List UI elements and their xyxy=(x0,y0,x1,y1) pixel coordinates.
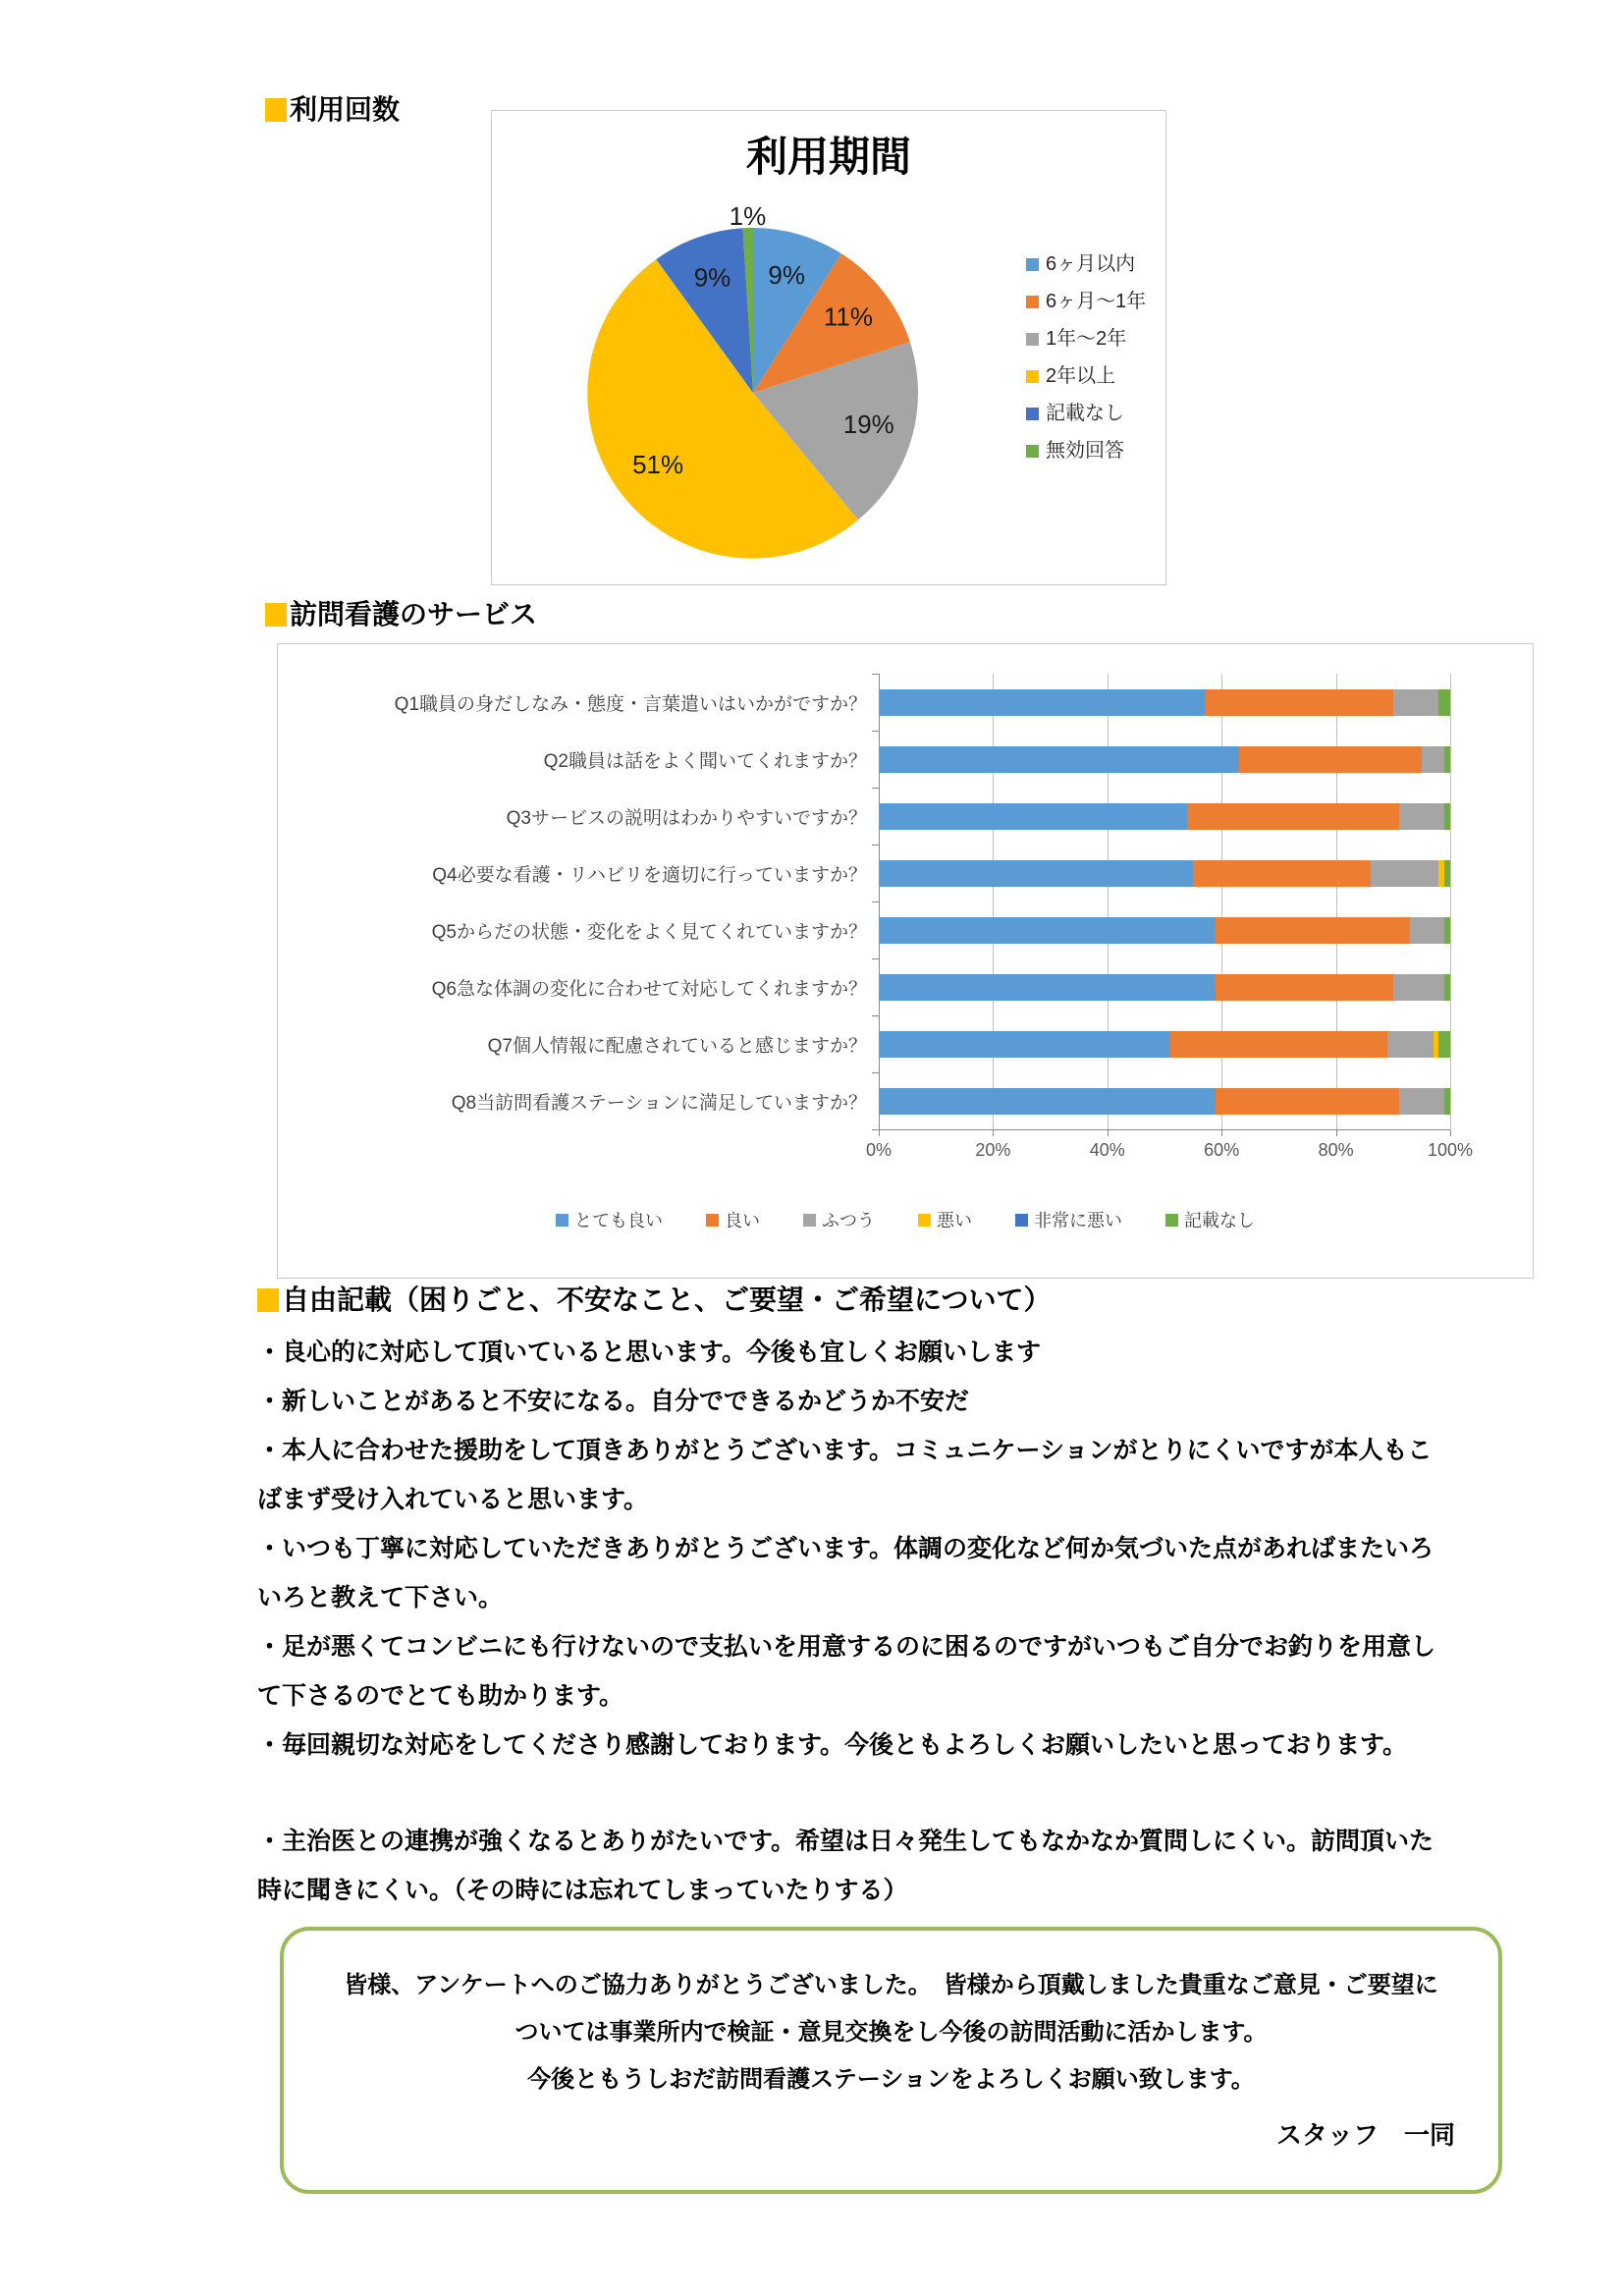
bar-row xyxy=(879,958,1450,1015)
stacked-bar xyxy=(879,746,1450,773)
closing-message-line: 皆様、アンケートへのご協力ありがとうございました。 皆様から頂戴しました貴重なご意見・ご要望に xyxy=(344,1972,1438,1998)
free-text-bullet: ・本人に合わせた援助をして頂きありがとうございます。コミュニケーションがとりにくいですが本人もこばまず受け入れていると思います。 xyxy=(257,1437,1433,1513)
pie-legend xyxy=(1026,254,1146,584)
axis-tick xyxy=(1450,1130,1451,1136)
stacked-bar xyxy=(879,974,1450,1001)
bar-segment-記載なし xyxy=(1444,860,1450,887)
axis-tick xyxy=(1221,1130,1222,1136)
bar-row xyxy=(879,1072,1450,1129)
bar-category-label: Q5からだの状態・変化をよく見てくれていますか？ xyxy=(431,921,867,943)
yellow-square-bullet-icon xyxy=(265,603,287,627)
yellow-square-bullet-icon xyxy=(265,98,287,122)
legend-swatch-icon xyxy=(1026,370,1039,383)
bar-segment-記載なし xyxy=(1444,1088,1450,1115)
axis-tick xyxy=(1108,1130,1109,1136)
pie-svg xyxy=(508,191,1018,584)
axis-tick xyxy=(1336,1130,1337,1136)
bar-segment-記載なし xyxy=(1444,746,1450,773)
bar-segment-良い xyxy=(1170,1031,1387,1058)
legend-swatch-icon xyxy=(706,1214,719,1227)
legend-swatch-icon xyxy=(556,1214,568,1227)
bar-category-label: Q8当訪問看護ステーションに満足していますか？ xyxy=(451,1092,867,1114)
pie-chart xyxy=(508,191,1018,584)
axis-tick xyxy=(879,1130,880,1136)
pie-data-label: 9% xyxy=(768,260,805,291)
pie-data-label: 51% xyxy=(632,450,684,480)
closing-message-line: ついては事業所内で検証・意見交換をし今後の訪問活動に活かします。 xyxy=(514,2019,1268,2046)
pie-legend-item xyxy=(1026,254,1146,274)
stacked-bar xyxy=(879,689,1450,716)
bar-legend-item xyxy=(706,1207,760,1232)
bar-row xyxy=(879,788,1450,845)
axis-tick-label: 20% xyxy=(975,1140,1011,1160)
bar-segment-記載なし xyxy=(1444,803,1450,830)
bar-segment-とても良い xyxy=(879,803,1187,830)
category-tick xyxy=(872,958,879,959)
bar-category-labels xyxy=(278,674,879,1130)
pie-legend-label: 6ヶ月以内 xyxy=(1046,253,1136,275)
legend-swatch-icon xyxy=(1165,1214,1178,1227)
pie-legend-item xyxy=(1026,441,1146,461)
axis-tick-label: 60% xyxy=(1204,1140,1240,1160)
bar-category-label: Q2職員は話をよく聞いてくれますか？ xyxy=(543,750,867,772)
section-header-usage xyxy=(265,94,400,126)
pie-chart-body xyxy=(492,184,1165,584)
axis-tick-label: 0% xyxy=(865,1140,893,1160)
bar-legend-label: 記載なし xyxy=(1184,1211,1255,1230)
bar-segment-とても良い xyxy=(879,689,1205,716)
bar-legend-label: とても良い xyxy=(574,1211,663,1230)
bar-segment-良い xyxy=(1216,917,1410,944)
bar-row xyxy=(879,674,1450,731)
closing-message-box xyxy=(280,1927,1502,2194)
stacked-bar xyxy=(879,803,1450,830)
pie-legend-label: 6ヶ月～1年 xyxy=(1046,291,1147,312)
bar-row xyxy=(879,902,1450,958)
bar-segment-良い xyxy=(1205,689,1393,716)
pie-chart-panel xyxy=(491,110,1166,585)
stacked-bar xyxy=(879,860,1450,887)
pie-legend-item xyxy=(1026,404,1146,423)
bar-segment-良い xyxy=(1193,860,1370,887)
pie-data-label: 1% xyxy=(729,200,767,231)
free-text-bullet: ・足が悪くてコンビニにも行けないので支払いを用意するのに困るのですがいつもご自分でお釣りを用意して下さるのでとても助かります。 xyxy=(257,1633,1436,1710)
bar-segment-ふつう xyxy=(1371,860,1439,887)
axis-tick-label: 40% xyxy=(1089,1140,1125,1160)
bar-category-label: Q3サービスの説明はわかりやすいですか？ xyxy=(506,807,867,829)
bar-segment-とても良い xyxy=(879,1031,1170,1058)
category-tick xyxy=(872,845,879,846)
bar-row xyxy=(879,731,1450,788)
pie-chart-title: 利用期間 xyxy=(745,134,911,180)
free-text-bullet: ・主治医との連携が強くなるとありがたいです。希望は日々発生してもなかなか質問しにくい。訪問頂いた時に聞きにくい。（その時には忘れてしまっていたりする） xyxy=(257,1828,1434,1904)
bar-category-label: Q4必要な看護・リハビリを適切に行っていますか？ xyxy=(432,864,867,886)
bar-segment-良い xyxy=(1239,746,1422,773)
bar-segment-記載なし xyxy=(1444,974,1450,1001)
section-header-free-text xyxy=(257,1285,1051,1316)
legend-swatch-icon xyxy=(918,1214,931,1227)
bar-segment-良い xyxy=(1187,803,1398,830)
section-header-usage-label: 利用回数 xyxy=(290,94,401,125)
bar-legend xyxy=(278,1207,1533,1232)
closing-message-lines xyxy=(319,1962,1463,2104)
legend-swatch-icon xyxy=(1026,258,1039,271)
signature: スタッフ 一同 xyxy=(1275,2120,1455,2150)
bar-segment-記載なし xyxy=(1438,689,1450,716)
category-tick xyxy=(872,788,879,789)
bar-segment-ふつう xyxy=(1410,917,1444,944)
bar-chart-grid xyxy=(278,674,1533,1130)
bar-segment-ふつう xyxy=(1399,803,1445,830)
stacked-bar xyxy=(879,1031,1450,1058)
legend-swatch-icon xyxy=(803,1214,816,1227)
legend-swatch-icon xyxy=(1026,408,1039,420)
stacked-bar xyxy=(879,1088,1450,1115)
bar-segment-記載なし xyxy=(1438,1031,1450,1058)
free-text-comments xyxy=(257,1328,1450,1915)
pie-legend-item xyxy=(1026,292,1146,311)
section-header-free-text-label: 自由記載（困りごと、不安なこと、ご要望・ご希望について） xyxy=(282,1285,1052,1315)
bar-segment-ふつう xyxy=(1399,1088,1445,1115)
bar-legend-label: 非常に悪い xyxy=(1034,1211,1122,1230)
category-tick xyxy=(872,1015,879,1016)
bar-legend-label: 良い xyxy=(725,1211,760,1230)
pie-legend-label: 2年以上 xyxy=(1046,365,1116,387)
axis-tick xyxy=(993,1130,994,1136)
pie-legend-label: 記載なし xyxy=(1046,403,1124,424)
bar-row xyxy=(879,1015,1450,1072)
pie-legend-label: 1年～2年 xyxy=(1046,328,1127,350)
category-tick xyxy=(872,674,879,675)
legend-swatch-icon xyxy=(1026,333,1039,346)
bar-category-label: Q7個人情報に配慮されていると感じますか？ xyxy=(487,1035,867,1057)
bar-category-label: Q6急な体調の変化に合わせて対応してくれますか？ xyxy=(431,978,867,1000)
bar-segment-良い xyxy=(1216,1088,1398,1115)
pie-data-label: 9% xyxy=(693,262,731,293)
category-tick xyxy=(872,1072,879,1073)
bar-legend-item xyxy=(1015,1207,1122,1232)
category-tick xyxy=(872,1129,879,1130)
bar-segment-記載なし xyxy=(1444,917,1450,944)
axis-tick-label: 80% xyxy=(1318,1140,1354,1160)
section-header-service xyxy=(265,599,537,630)
bar-segment-良い xyxy=(1216,974,1392,1001)
bar-category-label: Q1職員の身だしなみ・態度・言葉遣いはいかがですか？ xyxy=(394,693,867,715)
bar-legend-label: 悪い xyxy=(937,1211,972,1230)
section-header-service-label: 訪問看護のサービス xyxy=(290,599,538,629)
bar-segment-ふつう xyxy=(1422,746,1444,773)
bar-legend-label: ふつう xyxy=(822,1211,875,1230)
bar-segment-とても良い xyxy=(879,917,1216,944)
bar-legend-item xyxy=(918,1207,972,1232)
category-tick xyxy=(872,731,879,732)
pie-legend-item xyxy=(1026,366,1146,386)
legend-swatch-icon xyxy=(1026,296,1039,308)
free-text-bullet: ・新しいことがあると不安になる。自分でできるかどうか不安だ xyxy=(257,1388,970,1415)
bar-plot-area xyxy=(879,674,1450,1130)
gridline xyxy=(1450,674,1451,1129)
bar-chart-panel xyxy=(277,643,1534,1279)
pie-data-label: 19% xyxy=(842,410,894,440)
pie-data-label: 11% xyxy=(823,301,873,332)
bar-segment-とても良い xyxy=(879,1088,1216,1115)
bar-segment-ふつう xyxy=(1393,689,1439,716)
bar-legend-item xyxy=(556,1207,663,1232)
free-text-bullet: ・良心的に対応して頂いていると思います。今後も宜しくお願いします xyxy=(257,1339,1042,1366)
pie-legend-label: 無効回答 xyxy=(1046,440,1124,462)
bar-legend-item xyxy=(1165,1207,1255,1232)
bar-segment-とても良い xyxy=(879,746,1239,773)
legend-swatch-icon xyxy=(1015,1214,1028,1227)
bar-segment-とても良い xyxy=(879,974,1216,1001)
free-text-bullet: ・いつも丁寧に対応していただきありがとうございます。体調の変化など何か気づいた点があればまたいろいろと教えて下さい。 xyxy=(257,1535,1434,1612)
bar-segment-とても良い xyxy=(879,860,1193,887)
bar-legend-item xyxy=(803,1207,875,1232)
axis-tick-label: 100% xyxy=(1427,1140,1474,1160)
closing-message-line: 今後ともうしおだ訪問看護ステーションをよろしくお願い致します。 xyxy=(527,2066,1255,2093)
bar-segment-ふつう xyxy=(1393,974,1444,1001)
legend-swatch-icon xyxy=(1026,445,1039,458)
bar-x-axis xyxy=(865,1130,1474,1166)
yellow-square-bullet-icon xyxy=(257,1288,279,1312)
bar-row xyxy=(879,845,1450,902)
pie-legend-item xyxy=(1026,329,1146,349)
bar-segment-ふつう xyxy=(1387,1031,1434,1058)
free-text-bullet: ・毎回親切な対応をしてくださり感謝しております。今後ともよろしくお願いしたいと思っております。 xyxy=(257,1731,1408,1759)
stacked-bar xyxy=(879,917,1450,944)
